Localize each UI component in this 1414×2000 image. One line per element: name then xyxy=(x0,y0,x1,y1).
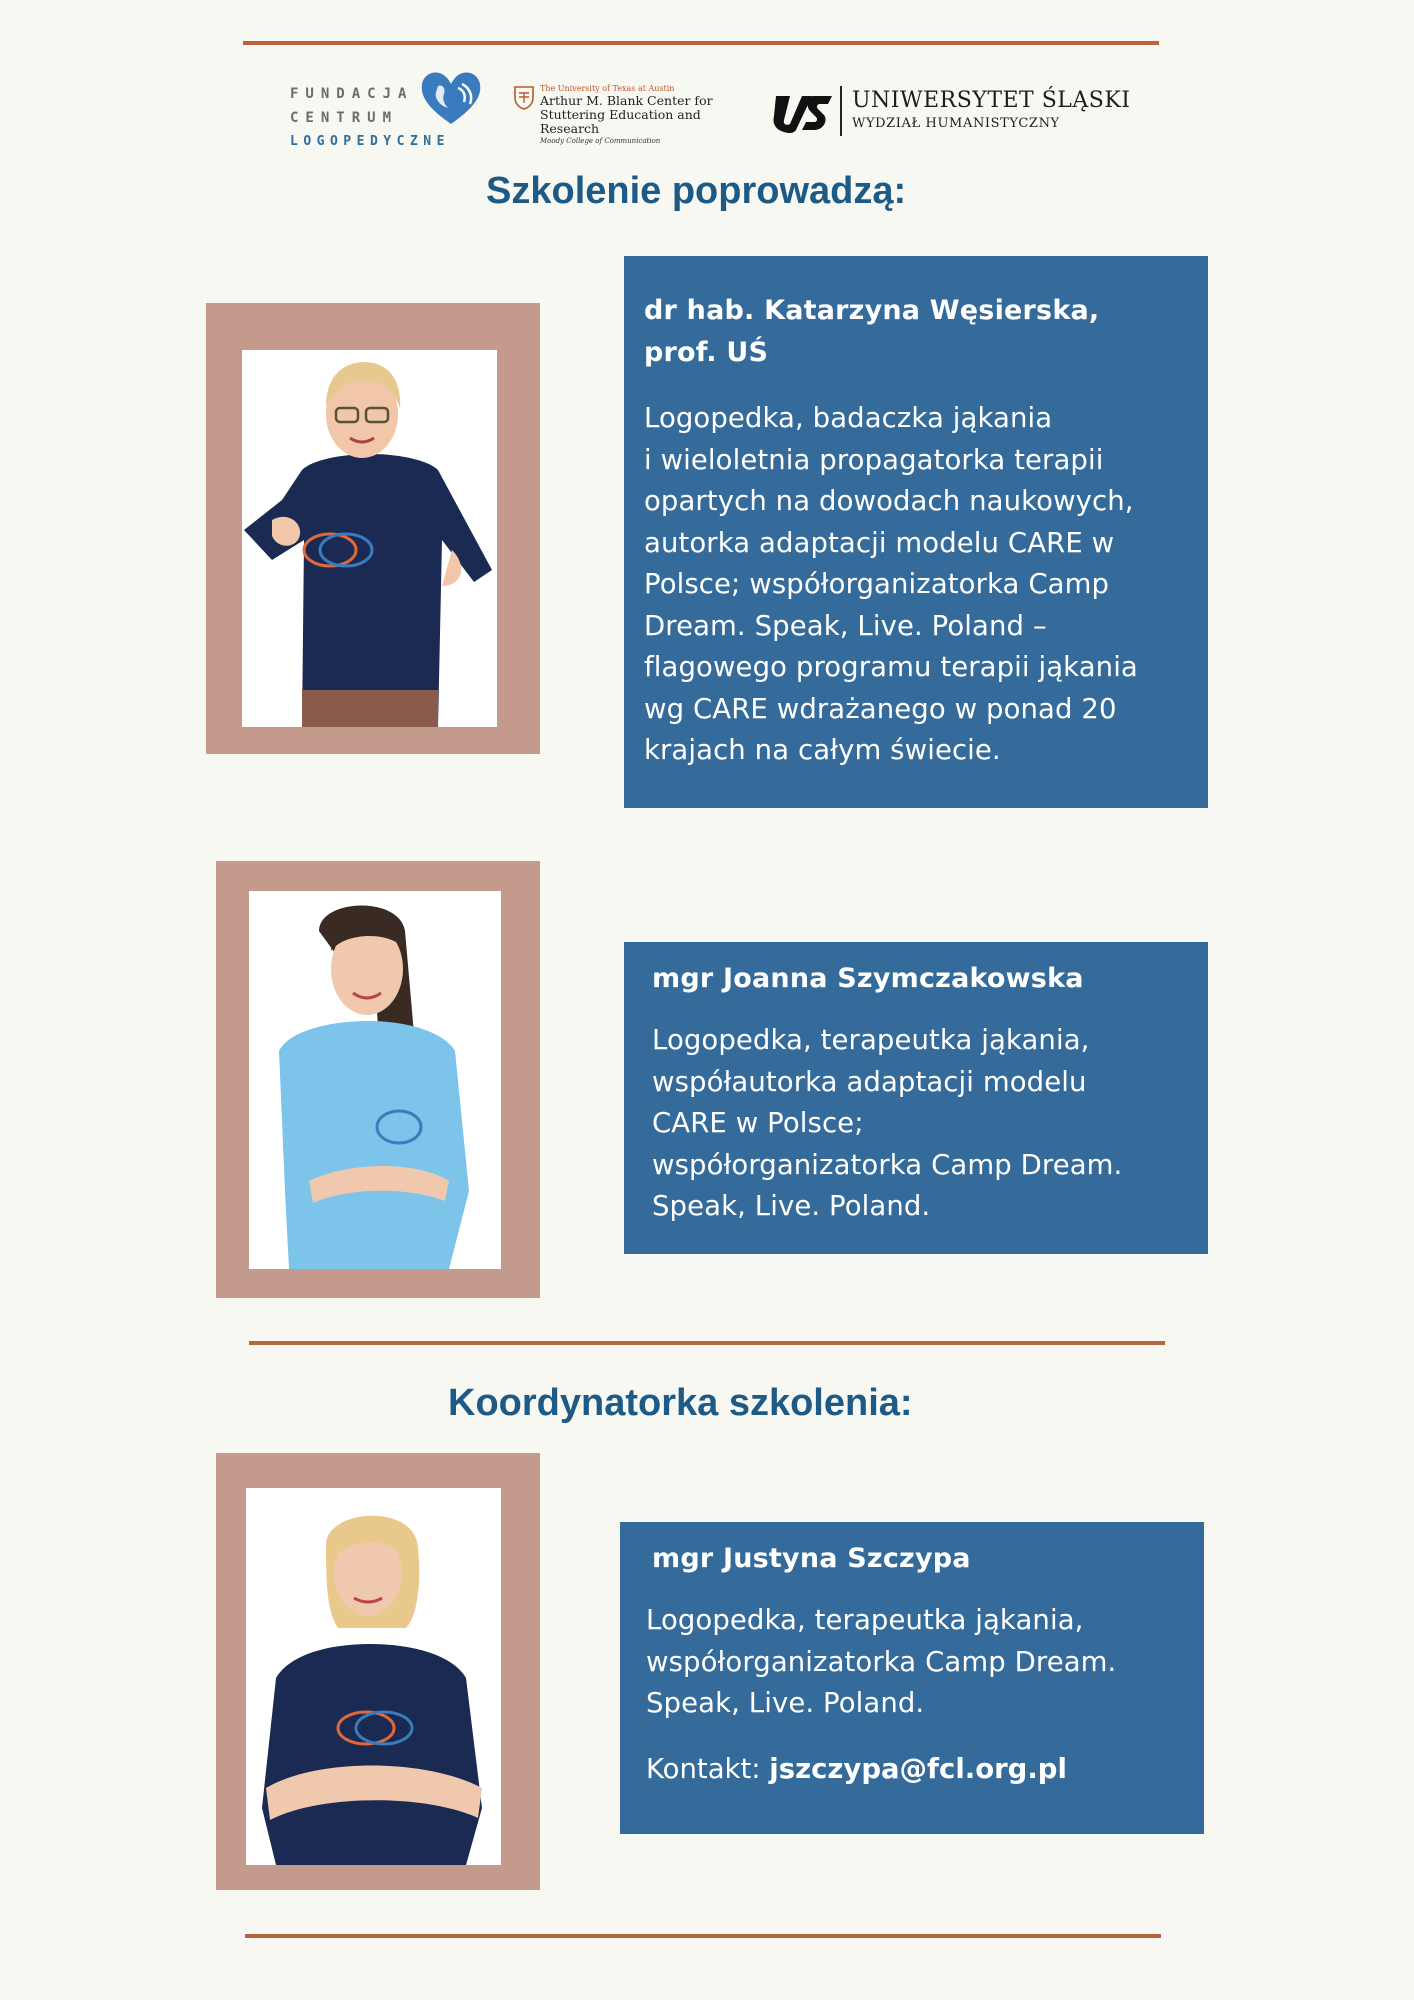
person-1-desc-line3: opartych na dowodach naukowych, xyxy=(644,485,1134,517)
person-card-2 xyxy=(624,942,1208,1254)
top-divider xyxy=(243,41,1159,45)
ut-logo-line2: Arthur M. Blank Center for xyxy=(540,93,713,108)
shield-icon xyxy=(514,86,534,110)
person-1-desc-line7: flagowego programu terapii jąkania xyxy=(644,651,1138,683)
person-1-desc-line1: Logopedka, badaczka jąkania xyxy=(644,402,1053,434)
person-1-illustration xyxy=(242,350,497,727)
person-2-illustration xyxy=(249,891,501,1269)
fcl-logo-line1: FUNDACJA xyxy=(290,86,414,102)
person-1-desc-line5: Polsce; współorganizatorka Camp xyxy=(644,568,1110,600)
contact-label: Kontakt: xyxy=(646,1752,770,1785)
university-mark-icon xyxy=(772,90,834,134)
person-1-desc-line2: i wieloletnia propagatorka terapii xyxy=(644,443,1104,476)
coordinator-heading: Koordynatorka szkolenia: xyxy=(448,1382,913,1424)
photo-frame-2 xyxy=(216,861,540,1298)
trainers-heading: Szkolenie poprowadzą: xyxy=(486,170,907,212)
us-logo xyxy=(772,86,1132,142)
ut-austin-logo xyxy=(514,84,754,144)
portrait-photo-1 xyxy=(242,350,497,727)
person-1-desc-line4: autorka adaptacji modelu CARE w xyxy=(644,526,1115,559)
logo-separator xyxy=(840,86,842,136)
photo-frame-1 xyxy=(206,303,540,754)
fcl-logo xyxy=(290,68,490,154)
person-3-illustration xyxy=(246,1488,501,1865)
person-2-desc-line5: Speak, Live. Poland. xyxy=(652,1190,931,1222)
person-3-name: mgr Justyna Szczypa xyxy=(652,1543,971,1574)
person-2-name: mgr Joanna Szymczakowska xyxy=(652,963,1084,994)
person-1-name-line1: dr hab. Katarzyna Węsierska, xyxy=(644,295,1100,326)
contact-email-link[interactable]: jszczypa@fcl.org.pl xyxy=(769,1752,1067,1785)
person-2-desc-line1: Logopedka, terapeutka jąkania, xyxy=(652,1024,1090,1056)
photo-frame-3 xyxy=(216,1453,540,1890)
person-3-desc-line2: współorganizatorka Camp Dream. xyxy=(646,1645,1117,1678)
us-logo-name: UNIWERSYTET ŚLĄSKI xyxy=(852,88,1131,113)
us-logo-dept: WYDZIAŁ HUMANISTYCZNY xyxy=(852,116,1060,131)
person-3-desc-line3: Speak, Live. Poland. xyxy=(646,1687,925,1719)
person-2-desc-line2: współautorka adaptacji modelu xyxy=(652,1065,1087,1098)
person-2-desc-line4: współorganizatorka Camp Dream. xyxy=(652,1148,1123,1181)
person-card-1 xyxy=(624,256,1208,808)
person-1-name-line2: prof. UŚ xyxy=(644,337,769,368)
middle-divider xyxy=(249,1341,1165,1345)
portrait-photo-3 xyxy=(246,1488,501,1865)
person-3-contact xyxy=(646,1749,1178,1789)
fcl-logo-line2: CENTRUM xyxy=(290,110,399,126)
fcl-logo-line3: LOGOPEDYCZNE xyxy=(290,134,450,149)
ut-logo-line1: The University of Texas at Austin xyxy=(540,84,675,93)
person-1-desc-line8: wg CARE wdrażanego w ponad 20 xyxy=(644,692,1117,725)
person-card-3 xyxy=(620,1522,1204,1834)
portrait-photo-2 xyxy=(249,891,501,1269)
ut-logo-line4: Moody College of Communication xyxy=(540,137,661,145)
person-1-desc-line6: Dream. Speak, Live. Poland – xyxy=(644,609,1047,642)
person-1-desc-line9: krajach na całym świecie. xyxy=(644,734,1001,766)
person-3-desc-line1: Logopedka, terapeutka jąkania, xyxy=(646,1604,1084,1636)
logo-row xyxy=(0,64,1414,154)
bottom-divider xyxy=(245,1934,1161,1938)
heart-icon xyxy=(418,68,484,128)
ut-logo-line3: Stuttering Education and Research xyxy=(540,107,701,136)
person-2-desc-line3: CARE w Polsce; xyxy=(652,1107,864,1139)
